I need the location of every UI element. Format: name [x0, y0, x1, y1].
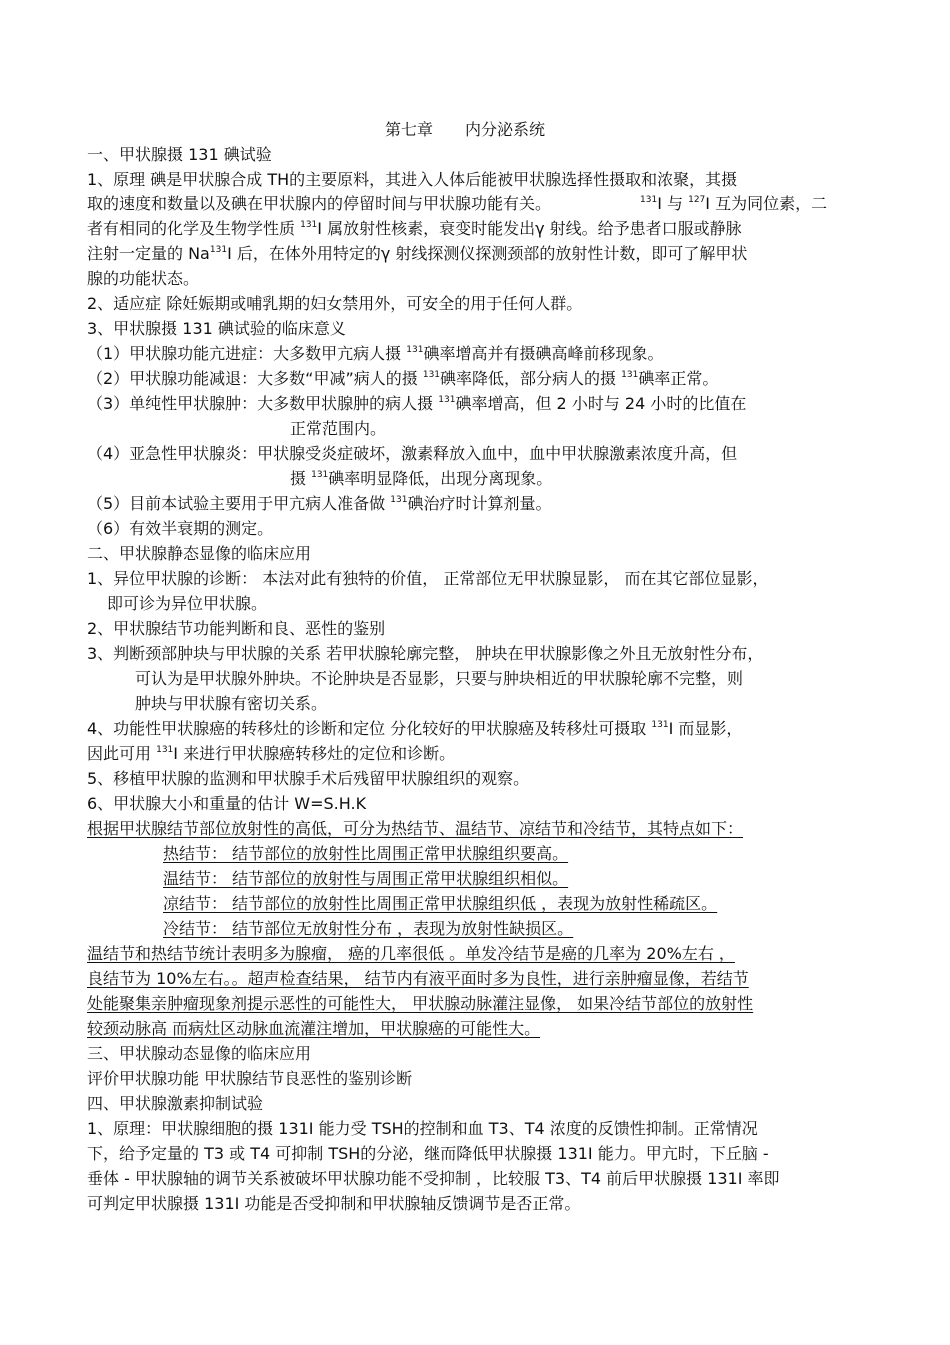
section-1-heading: 一、甲状腺摄 131 碘试验	[87, 145, 272, 164]
nodule-stats-line-1: 温结节和热结节统计表明多为腺瘤， 癌的几率很低 。单发冷结节是癌的几率为 20%左右 ，	[87, 944, 735, 963]
s1-item-1: （1）甲状腺功能亢进症：大多数甲亢病人摄 $^{131}$碘率增高并有摄碘高峰前移现象。	[87, 344, 664, 363]
s1-indication: 2、适应症 除妊娠期或哺乳期的妇女禁用外，可安全的用于任何人群。	[87, 294, 583, 313]
s1-principle-line-1: 1、原理 碘是甲状腺合成 TH的主要原料，其进入人体后能被甲状腺选择性摄取和浓聚，其摄	[87, 170, 738, 189]
s1-principle-line-2b: $^{131}$I 与 $^{127}$I 互为同位素，二	[640, 194, 828, 213]
s1-item-6: （6）有效半衰期的测定。	[87, 519, 274, 538]
s4-line-1: 1、原理：甲状腺细胞的摄 131I 能力受 TSH的控制和血 T3、T4 浓度的反馈性抑制。正常情况	[87, 1119, 758, 1138]
s2-item-1: 1、异位甲状腺的诊断： 本法对此有独特的价值， 正常部位无甲状腺显影， 而在其它部位显影，	[87, 569, 769, 588]
s1-item-4: （4）亚急性甲状腺炎：甲状腺受炎症破坏，激素释放入血中，血中甲状腺激素浓度升高，但	[87, 444, 738, 463]
s1-significance-heading: 3、甲状腺摄 131 碘试验的临床意义	[87, 319, 346, 338]
cool-nodule: 凉结节： 结节部位的放射性比周围正常甲状腺组织低 ，表现为放射性稀疏区。	[163, 894, 718, 913]
s1-item-4-cont: 摄 $^{131}$碘率明显降低，出现分离现象。	[290, 469, 553, 488]
nodule-stats-line-4: 较颈动脉高 而病灶区动脉血流灌注增加，甲状腺癌的可能性大。	[87, 1019, 541, 1038]
s1-principle-line-3: 者有相同的化学及生物学性质 $^{131}$I 属放射性核素，衰变时能发出γ 射线。给予患者口服或静脉	[87, 219, 742, 238]
s2-item-3-cont-1: 可认为是甲状腺外肿块。不论肿块是否显影，只要与肿块相近的甲状腺轮廓不完整，则	[135, 669, 744, 688]
s4-line-2: 下，给予定量的 T3 或 T4 可抑制 TSH的分泌，继而降低甲状腺摄 131I 能力。甲亢时，下丘脑 -	[87, 1144, 769, 1163]
s1-item-5: （5）目前本试验主要用于甲亢病人准备做 $^{131}$碘治疗时计算剂量。	[87, 494, 552, 513]
s4-line-4: 可判定甲状腺摄 131I 功能是否受抑制和甲状腺轴反馈调节是否正常。	[87, 1194, 581, 1213]
section-4-heading: 四、甲状腺激素抑制试验	[87, 1094, 264, 1113]
section-2-heading: 二、甲状腺静态显像的临床应用	[87, 544, 312, 563]
chapter-title: 第七章 内分泌系统	[385, 120, 546, 139]
warm-nodule: 温结节： 结节部位的放射性与周围正常甲状腺组织相似。	[163, 869, 569, 888]
cold-nodule: 冷结节： 结节部位无放射性分布 ，表现为放射性缺损区。	[163, 919, 574, 938]
s2-item-4-cont: 因此可用 $^{131}$I 来进行甲状腺癌转移灶的定位和诊断。	[87, 744, 456, 763]
s4-line-3: 垂体 - 甲状腺轴的调节关系被破坏甲状腺功能不受抑制 ，比较服 T3、T4 前后甲状腺摄 131I 率即	[87, 1169, 780, 1188]
section-3-heading: 三、甲状腺动态显像的临床应用	[87, 1044, 312, 1063]
s1-item-2: （2）甲状腺功能减退：大多数“甲减”病人的摄 $^{131}$碘率降低，部分病人的摄 $^{131}$碘率正常。	[87, 369, 719, 388]
hot-nodule: 热结节： 结节部位的放射性比周围正常甲状腺组织要高。	[163, 844, 569, 863]
s1-principle-line-2: 取的速度和数量以及碘在甲状腺内的停留时间与甲状腺功能有关。	[87, 194, 552, 213]
s1-principle-line-5: 腺的功能状态。	[87, 269, 200, 288]
s2-item-3-cont-2: 肿块与甲状腺有密切关系。	[135, 694, 328, 713]
s2-item-6: 6、甲状腺大小和重量的估计 W=S.H.K	[87, 794, 367, 813]
s2-item-2: 2、甲状腺结节功能判断和良、恶性的鉴别	[87, 619, 386, 638]
s1-item-3: （3）单纯性甲状腺肿：大多数甲状腺肿的病人摄 $^{131}$碘率增高，但 2 小时与 24 小时的比值在	[87, 394, 747, 413]
s1-item-3-cont: 正常范围内。	[290, 419, 387, 438]
s2-item-1-cont: 即可诊为异位甲状腺。	[107, 594, 268, 613]
s3-line-1: 评价甲状腺功能 甲状腺结节良恶性的鉴别诊断	[87, 1069, 413, 1088]
nodule-stats-line-2: 良结节为 10%左右。。超声检查结果， 结节内有液平面时多为良性，进行亲肿瘤显像，若结节	[87, 969, 749, 988]
s2-item-3: 3、判断颈部肿块与甲状腺的关系 若甲状腺轮廓完整， 肿块在甲状腺影像之外且无放射性分布，	[87, 644, 764, 663]
s1-principle-line-4: 注射一定量的 Na$^{131}$I 后，在体外用特定的γ 射线探测仪探测颈部的放射性计数，即可了解甲状	[87, 244, 748, 263]
nodule-intro: 根据甲状腺结节部位放射性的高低，可分为热结节、温结节、凉结节和冷结节，其特点如下：	[87, 819, 744, 838]
s2-item-4: 4、功能性甲状腺癌的转移灶的诊断和定位 分化较好的甲状腺癌及转移灶可摄取 $^{131}$I 而显影，	[87, 719, 743, 738]
nodule-stats-line-3: 处能聚集亲肿瘤现象剂提示恶性的可能性大， 甲状腺动脉灌注显像， 如果冷结节部位的放射性	[87, 994, 754, 1013]
s2-item-5: 5、移植甲状腺的监测和甲状腺手术后残留甲状腺组织的观察。	[87, 769, 530, 788]
